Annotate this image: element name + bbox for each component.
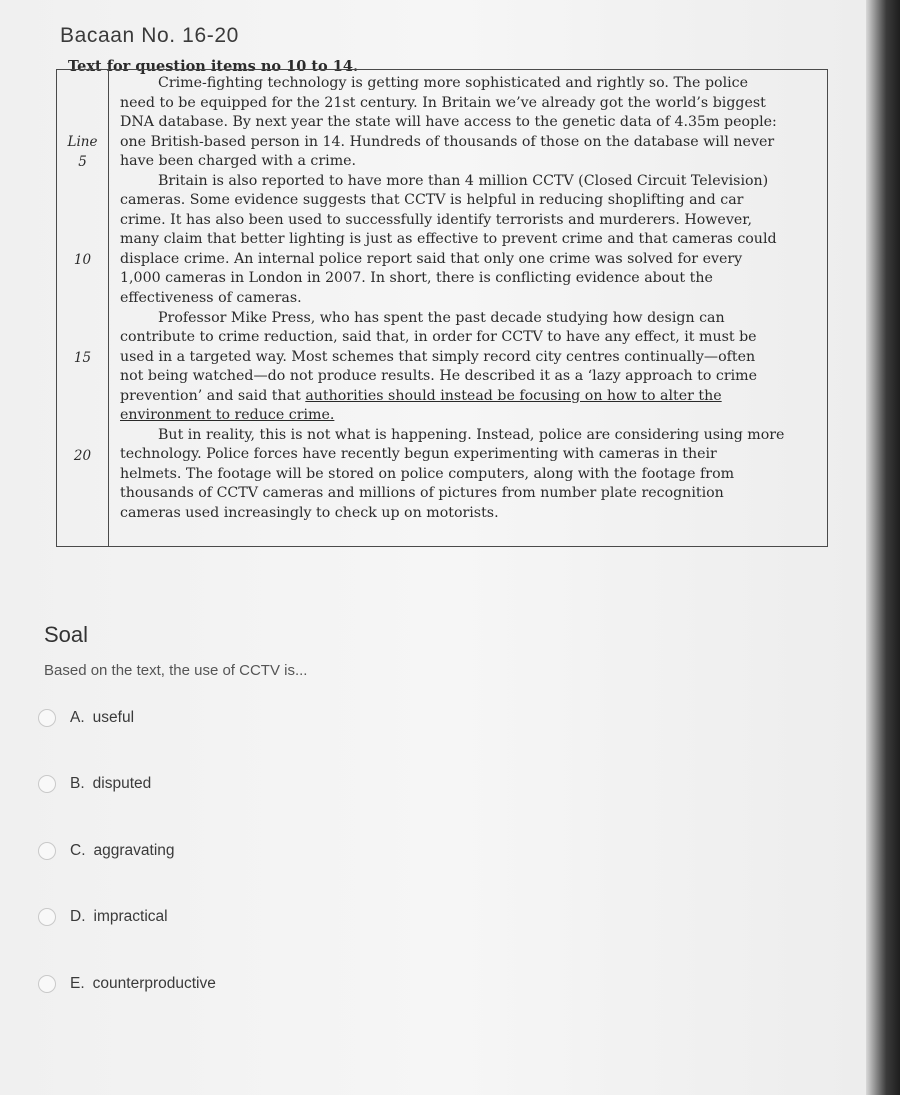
text-line: used in a targeted way. Most schemes that simply record city centres continually—often xyxy=(120,348,756,365)
text-line xyxy=(120,387,820,407)
passage-title: Text for question items no 10 to 14. xyxy=(68,58,358,75)
text-line xyxy=(120,406,820,426)
text-line: cameras. Some evidence suggests that CCTV is helpful in reducing shoplifting and car xyxy=(120,192,744,209)
option-letter: D. xyxy=(70,908,86,925)
reading-passage xyxy=(56,58,828,546)
text-line: effectiveness of cameras. xyxy=(120,290,302,307)
option-c[interactable] xyxy=(38,838,175,864)
underlined-text: authorities should instead be focusing on how to alter the xyxy=(305,387,722,404)
option-letter: A. xyxy=(70,709,85,726)
line-number: 15 xyxy=(73,350,92,366)
text-line: Britain is also reported to have more than 4 million CCTV (Closed Circuit Television) xyxy=(158,172,769,189)
text-line: need to be equipped for the 21st century. In Britain we’ve already got the world’s biggest xyxy=(120,94,766,111)
question-text: Based on the text, the use of CCTV is... xyxy=(44,662,308,679)
line-number-column xyxy=(57,70,109,546)
text-line: Professor Mike Press, who has spent the past decade studying how design can xyxy=(158,309,725,326)
option-text: counterproductive xyxy=(92,975,216,992)
text-line: displace crime. An internal police report said that only one crime was solved for every xyxy=(120,250,743,267)
line-number: 20 xyxy=(73,448,92,464)
text-line: crime. It has also been used to successfully identify terrorists and murderers. However, xyxy=(120,211,752,228)
text-line: contribute to crime reduction, said that, in order for CCTV to have any effect, it must be xyxy=(120,329,757,346)
text-line: But in reality, this is not what is happening. Instead, police are considering using more xyxy=(158,426,785,443)
text-line: not being watched—do not produce results. He described it as a ‘lazy approach to crime xyxy=(120,368,758,385)
text-line: helmets. The footage will be stored on police computers, along with the footage from xyxy=(120,465,735,482)
text-line: DNA database. By next year the state will have access to the genetic data of 4.35m people: xyxy=(120,114,777,131)
option-a[interactable] xyxy=(38,705,134,731)
section-heading: Bacaan No. 16-20 xyxy=(60,24,239,47)
screen-edge xyxy=(866,0,900,1095)
option-d[interactable] xyxy=(38,904,168,930)
text-line: 1,000 cameras in London in 2007. In short, there is conflicting evidence about the xyxy=(120,270,713,287)
radio-button[interactable] xyxy=(38,908,56,926)
text-line: cameras used increasingly to check up on motorists. xyxy=(120,505,499,522)
text-line: have been charged with a crime. xyxy=(120,153,357,170)
text-line: Crime-fighting technology is getting more sophisticated and rightly so. The police xyxy=(158,75,748,91)
radio-button[interactable] xyxy=(38,775,56,793)
radio-button[interactable] xyxy=(38,975,56,993)
text-line: thousands of CCTV cameras and millions of pictures from number plate recognition xyxy=(120,485,724,502)
radio-button[interactable] xyxy=(38,709,56,727)
option-letter: B. xyxy=(70,775,85,792)
option-text: disputed xyxy=(92,775,152,792)
text-segment: prevention’ and said that xyxy=(120,387,306,404)
option-text: impractical xyxy=(93,908,168,925)
line-number: 10 xyxy=(73,252,92,268)
text-line: technology. Police forces have recently begun experimenting with cameras in their xyxy=(120,446,717,463)
option-text: aggravating xyxy=(93,842,175,859)
line-number: 5 xyxy=(78,154,87,170)
text-line: many claim that better lighting is just as effective to prevent crime and that cameras could xyxy=(120,231,777,248)
option-text: useful xyxy=(92,709,135,726)
passage-text xyxy=(120,74,820,524)
line-label: Line xyxy=(67,134,98,150)
passage-box xyxy=(56,69,828,547)
option-letter: E. xyxy=(70,975,85,992)
option-b[interactable] xyxy=(38,771,151,797)
option-letter: C. xyxy=(70,842,86,859)
radio-button[interactable] xyxy=(38,842,56,860)
question-heading: Soal xyxy=(44,622,89,647)
text-line: one British-based person in 14. Hundreds of thousands of those on the database will never xyxy=(120,133,775,150)
underlined-text: environment to reduce crime. xyxy=(120,407,335,424)
option-e[interactable] xyxy=(38,971,216,997)
